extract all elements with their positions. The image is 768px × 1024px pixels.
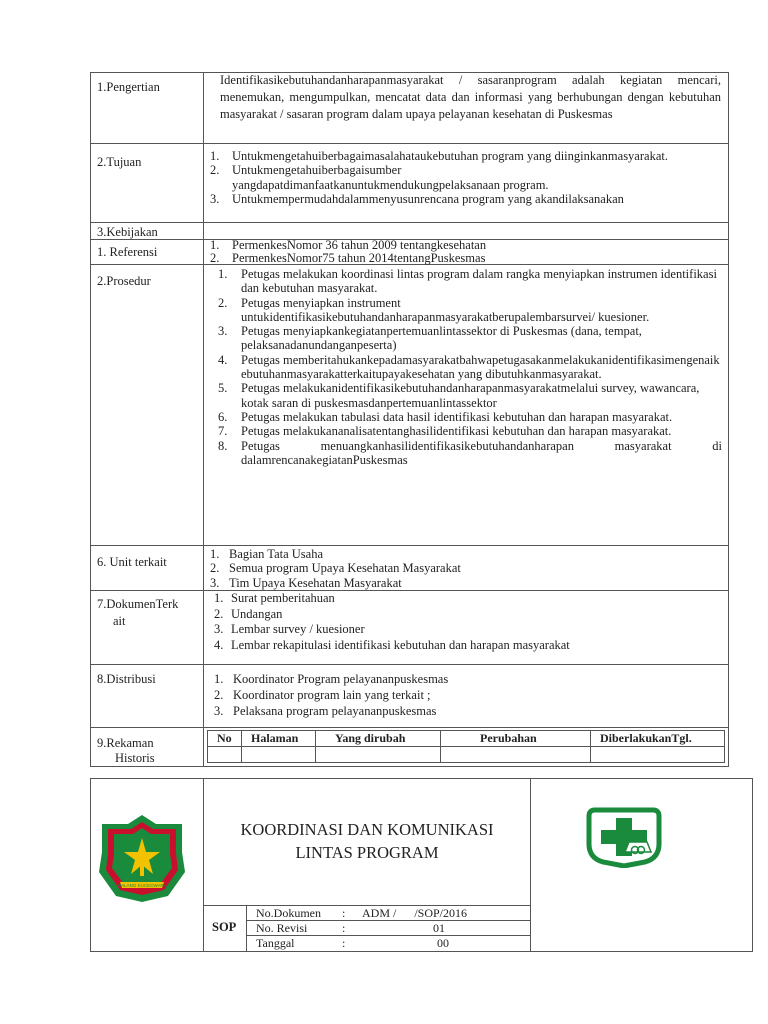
pengertian-label: 1.Pengertian [97,80,160,94]
history-header-no: No [217,731,232,745]
list-item: 3. Pelaksana program pelayananpuskesmas [214,704,437,718]
puskesmas-logo [585,806,663,872]
prosedur-list [218,267,722,467]
history-header-dirubah: Yang dirubah [335,731,406,745]
prosedur-label: 2.Prosedur [97,274,151,288]
list-item: 4. Petugas memberitahukankepadamasyarakatbahwapetugasakanmelakukanidentifikasimengenaikebutuhanmasyarakatterkaitupayakesehatan yang dibutuhkanmasyarakat. [218,352,720,382]
list-item: 2. Semua program Upaya Kesehatan Masyarakat [210,561,461,576]
list-item: 2. Untukmengetahuiberbagaisumber yangdapatdimanfaatkanuntukmendukungpelaksanaan program. [210,163,549,192]
list-item: 1. PermenkesNomor 36 tahun 2009 tentangkesehatan [210,238,487,252]
tujuan-label: 2.Tujuan [97,155,142,169]
list-item: 1. Untukmengetahuiberbagaimasalahataukebutuhan program yang diinginkanmasyarakat. [210,149,668,163]
referensi-list [210,239,722,265]
list-item: 3. Lembar survey / kuesioner [214,622,365,636]
list-item: 2. Undangan [214,606,283,621]
distribusi-label: 8.Distribusi [97,672,156,686]
no-revisi-label: No. Revisi [256,921,308,935]
dokumen-label: 7.DokumenTerk ait [97,597,179,628]
tanggal-value: 00 [437,936,449,950]
history-header-halaman: Halaman [251,731,299,745]
tujuan-list [210,149,722,206]
list-item: 3. Untukmempermudahdalammenyusunrencana program yang akandilaksanakan [210,191,624,206]
referensi-label: 1. Referensi [97,245,158,259]
tanggal-label: Tanggal [256,936,295,950]
tanggal-sep: : [342,936,346,950]
no-revisi-sep: : [342,921,346,935]
list-item: 4. Lembar rekapitulasi identifikasi kebutuhan dan harapan masyarakat [214,637,570,652]
list-item: 7. Petugas melakukananalisatentanghasilidentifikasi kebutuhan dan harapan masyarakat. [218,424,672,439]
no-revisi-value: 01 [433,921,445,935]
list-item: 1. Surat pemberitahuan [214,591,335,605]
no-dokumen-value: ADM / /SOP/2016 [362,906,468,920]
unit-list [210,547,722,590]
malang-seal-logo [96,812,188,908]
list-item: 1. Koordinator Program pelayananpuskesmas [214,672,449,686]
distribusi-list [214,671,722,719]
pengertian-text: Identifikasikebutuhandanharapanmasyarakat / sasaranprogram adalah kegiatan mencari, menemukan, mengumpulkan, mencatat data dan informasi yang berhubungan dengan kebutuhan masyarakat / sasaran program dalam upaya pelayanan kesehatan di Puskesmas [220,73,721,121]
kebijakan-label: 3.Kebijakan [97,225,158,239]
sop-label: SOP [212,920,237,934]
list-item: 3. Tim Upaya Kesehatan Masyarakat [210,575,402,590]
history-header-tgl: DiberlakukanTgl. [600,731,692,745]
list-item: 2. Koordinator program lain yang terkait ; [214,688,431,702]
list-item: 2. PermenkesNomor75 tahun 2014tentangPuskesmas [210,251,486,265]
no-dokumen-label: No.Dokumen [256,906,321,920]
list-item: 8. Petugas menuangkanhasilidentifikasikebutuhandanharapan masyarakat di dalamrencanakegiatanPuskesmas [218,438,722,467]
history-header-perubahan: Perubahan [480,731,537,745]
list-item: 3. Petugas menyiapkankegiatanpertemuanlintassektor di Puskesmas (dana, tempat, pelaksanadanundanganpeserta) [218,324,642,353]
svg-text:MALANG KUCECWARA: MALANG KUCECWARA [117,883,167,888]
list-item: 6. Petugas melakukan tabulasi data hasil identifikasi kebutuhan dan harapan masyarakat. [218,409,673,424]
document-title: KOORDINASI DAN KOMUNIKASI LINTAS PROGRAM [240,820,494,862]
unit-label: 6. Unit terkait [97,555,167,569]
list-item: 1. Bagian Tata Usaha [210,547,324,561]
dokumen-list [214,591,722,653]
no-dokumen-sep: : [342,906,346,920]
list-item: 2. Petugas menyiapkan instrument untukidentifikasikebutuhandanharapanmasyarakatberupalembarsurvei/ kuesioner. [218,295,650,324]
list-item: 1. Petugas melakukan koordinasi lintas program dalam rangka menyiapkan instrumen identifikasi dan kebutuhan masyarakat. [218,267,717,296]
rekaman-label: 9.Rekaman Historis [97,736,155,765]
list-item: 5. Petugas melakukanidentifikasikebutuhandanharapanmasyarakatmelalui survey, wawancara, kotak saran di puskesmasdanpertemuanlintassektor [218,381,700,410]
